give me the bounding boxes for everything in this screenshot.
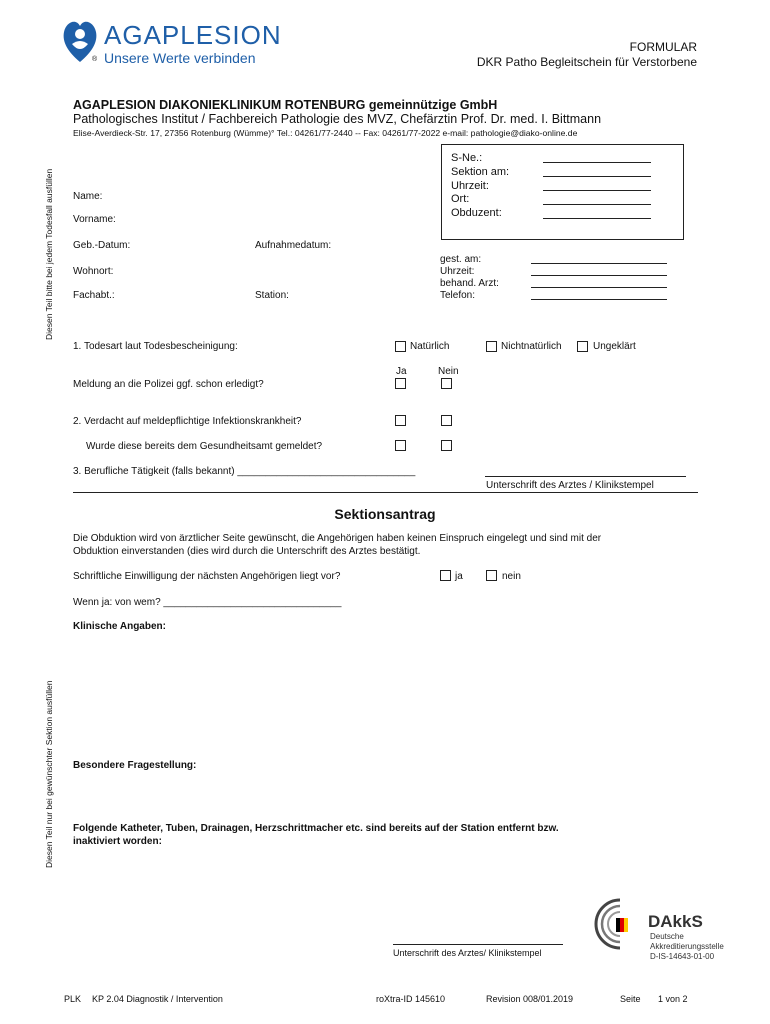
gesundheitsamt-question: Wurde diese bereits dem Gesundheitsamt gemeldet? — [86, 441, 323, 452]
name-label: Name: — [73, 191, 103, 202]
sektion-am-field[interactable] — [543, 176, 651, 177]
katheter-text-2: inaktiviert worden: — [73, 836, 162, 847]
sektion-text-2: Obduktion einverstanden (dies wird durch die Unterschrift des Arztes bestätigt. — [73, 546, 421, 557]
ja-header: Ja — [396, 366, 407, 377]
natuerlich-checkbox[interactable] — [395, 341, 406, 352]
natuerlich-label: Natürlich — [410, 341, 450, 352]
signature1-line[interactable] — [485, 476, 686, 477]
nichtnatuerlich-checkbox[interactable] — [486, 341, 497, 352]
footer-kp: KP 2.04 Diagnostik / Intervention — [92, 994, 223, 1004]
ungeklaert-checkbox[interactable] — [577, 341, 588, 352]
death-uhrzeit-label: Uhrzeit: — [440, 266, 475, 277]
gesundheitsamt-nein-checkbox[interactable] — [441, 440, 452, 451]
footer-plk: PLK — [64, 994, 82, 1004]
infektion-nein-checkbox[interactable] — [441, 415, 452, 426]
sektion-am-label: Sektion am: — [451, 166, 510, 178]
logo-brand: AGAPLESION — [104, 20, 282, 50]
side-note-bottom: Diesen Teil nur bei gewünschter Sektion ausfüllen — [44, 680, 54, 868]
dakks-brand: DAkkS — [648, 912, 703, 931]
signature2-label: Unterschrift des Arztes/ Klinikstempel — [393, 948, 542, 958]
dakks-line-2: Akkreditierungsstelle — [650, 942, 724, 951]
consent-ja-label: ja — [455, 571, 463, 582]
ungeklaert-label: Ungeklärt — [593, 341, 636, 352]
infektion-ja-checkbox[interactable] — [395, 415, 406, 426]
sn-field[interactable] — [543, 162, 651, 163]
death-uhrzeit-field[interactable] — [531, 275, 667, 276]
consent-nein-checkbox[interactable] — [486, 570, 497, 581]
institution-name: AGAPLESION DIAKONIEKLINIKUM ROTENBURG gemeinnützige GmbH — [73, 98, 498, 112]
wohnort-label: Wohnort: — [73, 266, 114, 277]
sn-label: S-Ne.: — [451, 152, 483, 164]
fragestellung-area[interactable] — [73, 775, 698, 820]
fragestellung-label: Besondere Fragestellung: — [73, 760, 197, 771]
dakks-emblem-icon — [590, 896, 650, 952]
klinische-angaben-label: Klinische Angaben: — [73, 621, 166, 632]
vorname-label: Vorname: — [73, 214, 116, 225]
dakks-line-1: Deutsche — [650, 932, 684, 941]
polizei-nein-checkbox[interactable] — [441, 378, 452, 389]
aufnahmedatum-label: Aufnahmedatum: — [255, 240, 332, 251]
polizei-question: Meldung an die Polizei ggf. schon erledigt? — [73, 379, 264, 390]
uhrzeit-field[interactable] — [543, 190, 651, 191]
q3-label: 3. Berufliche Tätigkeit (falls bekannt) ________________________________ — [73, 466, 416, 477]
sektion-info-box — [441, 144, 684, 240]
station-label: Station: — [255, 290, 289, 301]
footer-pages: 1 von 2 — [658, 994, 688, 1004]
gest-am-label: gest. am: — [440, 254, 482, 265]
behand-arzt-field[interactable] — [531, 287, 667, 288]
side-note-top: Diesen Teil bitte bei jedem Todesfall ausfüllen — [44, 168, 54, 340]
geb-datum-label: Geb.-Datum: — [73, 240, 131, 251]
ort-label: Ort: — [451, 193, 470, 205]
q1-label: 1. Todesart laut Todesbescheinigung: — [73, 341, 238, 352]
dakks-line-3: D-IS-14643-01-00 — [650, 952, 715, 961]
polizei-ja-checkbox[interactable] — [395, 378, 406, 389]
nichtnatuerlich-label: Nichtnatürlich — [501, 341, 562, 352]
formular-title: DKR Patho Begleitschein für Verstorbene — [476, 55, 697, 69]
consent-question: Schriftliche Einwilligung der nächsten Angehörigen liegt vor? — [73, 571, 341, 582]
telefon-label: Telefon: — [440, 290, 476, 301]
sektionsantrag-title: Sektionsantrag — [334, 506, 436, 522]
katheter-area[interactable] — [73, 850, 573, 935]
signature2-line[interactable] — [393, 944, 563, 945]
consent-nein-label: nein — [502, 571, 521, 582]
institution-department: Pathologisches Institut / Fachbereich Pathologie des MVZ, Chefärztin Prof. Dr. med. I. Bittmann — [73, 112, 602, 126]
telefon-field[interactable] — [531, 299, 667, 300]
institution-address: Elise-Averdieck-Str. 17, 27356 Rotenburg (Wümme)° Tel.: 04261/77-2440 -- Fax: 04261/77-2022 e-mail: pathologie@diako-online.de — [73, 128, 578, 138]
klinische-angaben-area[interactable] — [73, 636, 698, 751]
fachabt-label: Fachabt.: — [73, 290, 115, 301]
consent-ja-checkbox[interactable] — [440, 570, 451, 581]
katheter-text-1: Folgende Katheter, Tuben, Drainagen, Herzschrittmacher etc. sind bereits auf der Station entfernt bzw. — [73, 823, 559, 834]
von-wem-label: Wenn ja: von wem? ________________________________ — [73, 597, 342, 608]
q2-label: 2. Verdacht auf meldepflichtige Infektionskrankheit? — [73, 416, 302, 427]
uhrzeit-label: Uhrzeit: — [451, 180, 489, 192]
ort-field[interactable] — [543, 204, 651, 205]
formular-label: FORMULAR — [629, 40, 697, 54]
section-divider — [73, 492, 698, 493]
footer-revision: Revision 008/01.2019 — [486, 994, 574, 1004]
obduzent-label: Obduzent: — [451, 207, 502, 219]
sektion-text-1: Die Obduktion wird von ärztlicher Seite gewünscht, die Angehörigen haben keinen Einspruch eingelegt und sind mit der — [73, 533, 602, 544]
behand-arzt-label: behand. Arzt: — [440, 278, 499, 289]
footer-roxtra: roXtra-ID 145610 — [376, 994, 446, 1004]
registered-mark: ® — [92, 56, 98, 63]
gesundheitsamt-ja-checkbox[interactable] — [395, 440, 406, 451]
nein-header: Nein — [438, 366, 459, 377]
obduzent-field[interactable] — [543, 218, 651, 219]
logo-tagline: Unsere Werte verbinden — [104, 50, 256, 66]
signature1-label: Unterschrift des Arztes / Klinikstempel — [486, 480, 654, 491]
gest-am-field[interactable] — [531, 263, 667, 264]
footer-seite: Seite — [620, 994, 641, 1004]
